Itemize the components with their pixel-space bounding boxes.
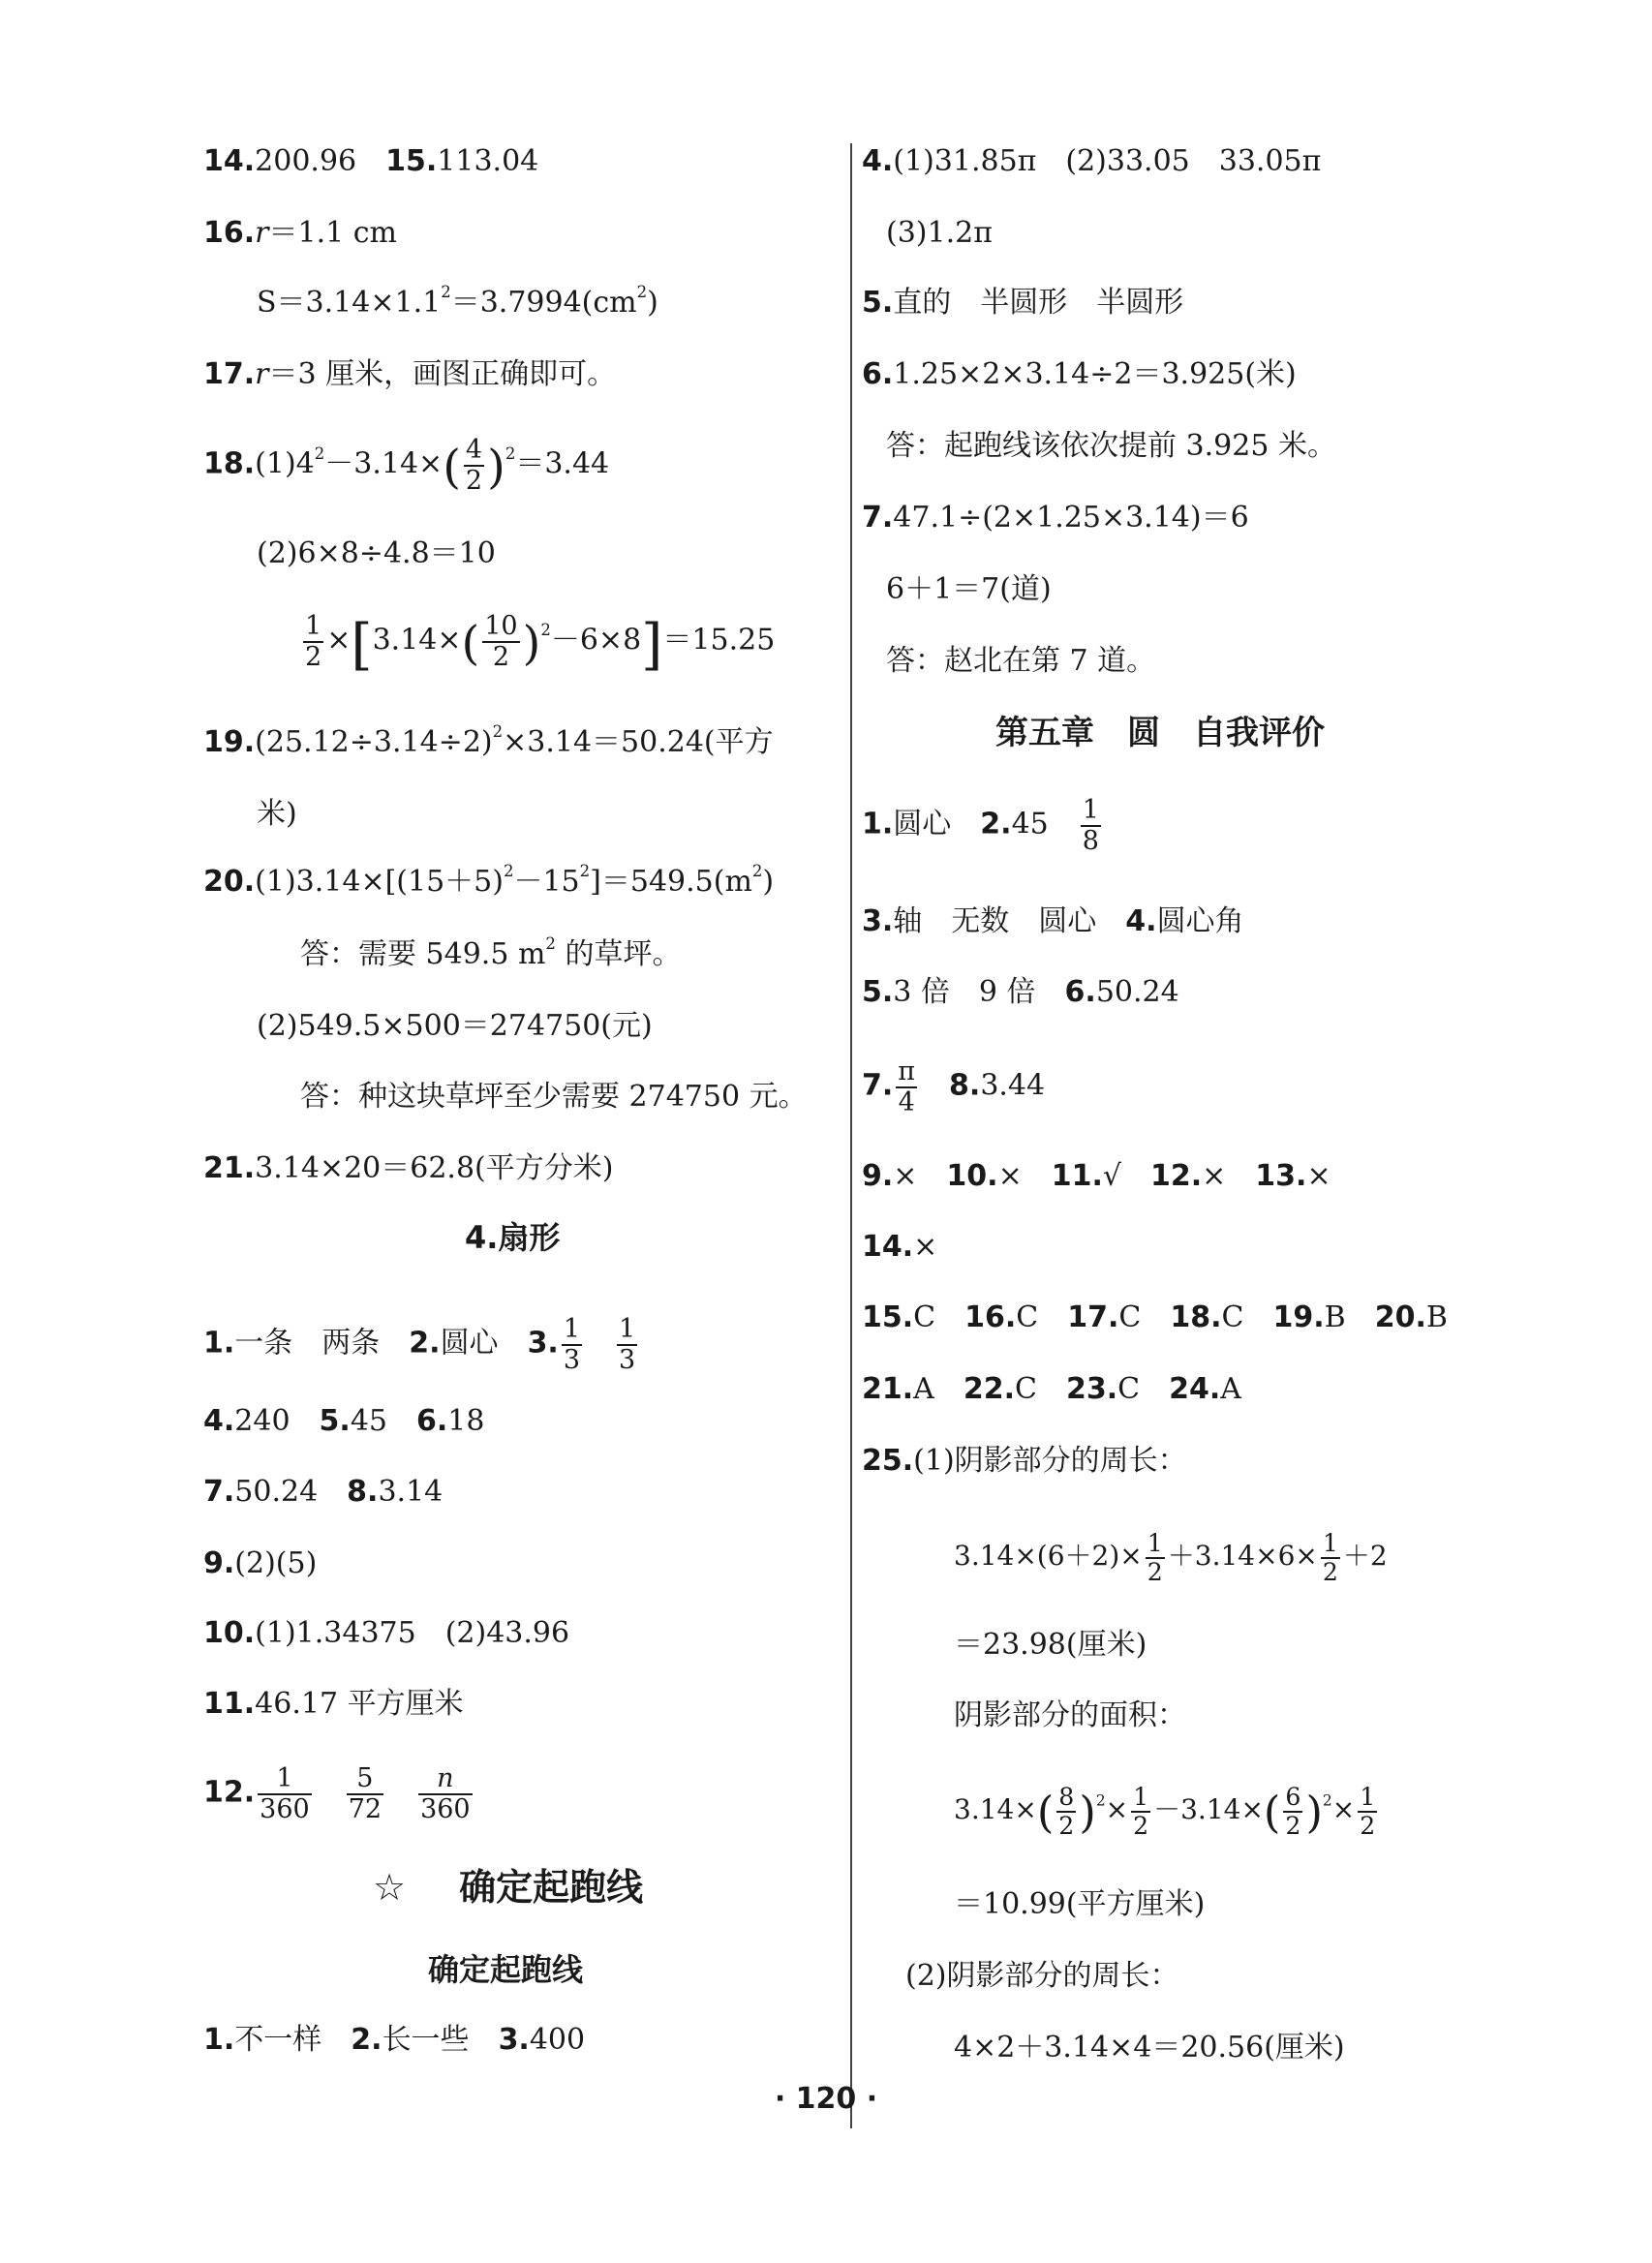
star-icon: ☆ bbox=[373, 1866, 407, 1909]
fraction: $\frac{n}{360}$ bbox=[420, 1763, 471, 1824]
answer-17: 17.r＝3 厘米，画图正确即可。 bbox=[203, 357, 617, 391]
eval-answer-25: 25.(1)阴影部分的周长： bbox=[862, 1444, 1187, 1478]
eval-25-area-result: ＝10.99(平方厘米) bbox=[954, 1887, 1206, 1921]
fraction: $\frac{4}{2}$ bbox=[465, 435, 483, 496]
sector-answer-9: 9.(2)(5) bbox=[203, 1546, 318, 1580]
sector-answer-12: 12. $\frac{1}{360}$ $\frac{5}{72}$ $\frac{n}{360}$ bbox=[203, 1763, 471, 1824]
fraction: $\frac{1}{8}$ bbox=[1082, 795, 1099, 856]
eval-25-area-label: 阴影部分的面积： bbox=[954, 1698, 1186, 1732]
answer-20-reply2: 答：种这块草坪至少需要 274750 元。 bbox=[300, 1080, 808, 1114]
fraction: $\frac{1}{2}$ bbox=[1360, 1783, 1376, 1840]
answer-18-part2-formula: $\frac{1}{2}$ ×[3.14×( $\frac{10}{2}$ )$^2$－6×8]＝15.25 bbox=[305, 611, 776, 677]
answer-r7-step: 6＋1＝7(道) bbox=[886, 572, 1052, 606]
fraction: $\frac{5}{72}$ bbox=[348, 1763, 382, 1824]
answer-16-area: $S=3.14\times 1.1^2=3.7994(cm^2)$ bbox=[257, 283, 658, 320]
fraction: $\frac{6}{2}$ bbox=[1285, 1783, 1301, 1840]
fraction: $\frac{1}{2}$ bbox=[1322, 1529, 1338, 1586]
answer-20-part2: (2)549.5×500＝274750(元) bbox=[257, 1009, 653, 1043]
answer-19-cont: 米) bbox=[257, 797, 297, 831]
sector-answers-4-6: 4.240 5.45 6.18 bbox=[203, 1404, 485, 1438]
section-heading-sector: 4.扇形 bbox=[465, 1219, 561, 1256]
sector-answers-1-3: 1.一条 两条 2.圆心 3. $\frac{1}{3}$ $\frac{1}{3}$ bbox=[203, 1314, 636, 1375]
eval-answers-3-4: 3.轴 无数 圆心 4.圆心角 bbox=[862, 904, 1244, 938]
fraction: $\frac{1}{2}$ bbox=[305, 611, 322, 672]
fraction: $\frac{1}{2}$ bbox=[1147, 1529, 1163, 1586]
eval-25-area-formula: 3.14×( $\frac{8}{2}$ )$^2$× $\frac{1}{2}$ －3.14×( $\frac{6}{2}$ )$^2$× $\frac{1}{2}$ bbox=[954, 1783, 1376, 1840]
answer-21: 21.3.14×20＝62.8(平方分米) bbox=[203, 1151, 614, 1185]
answer-14-15: 14.200.96 15.113.04 bbox=[203, 144, 539, 178]
fraction: $\frac{8}{2}$ bbox=[1058, 1783, 1075, 1840]
page-number: · 120 · bbox=[774, 2082, 878, 2116]
starting-line-answers: 1.不一样 2.长一些 3.400 bbox=[203, 2023, 586, 2057]
answer-r6: 6.1.25×2×3.14÷2＝3.925(米) bbox=[862, 357, 1297, 391]
sector-answers-7-8: 7.50.24 8.3.14 bbox=[203, 1475, 444, 1509]
subsection-heading-starting-line: 确定起跑线 bbox=[428, 1951, 584, 1988]
answer-20-reply1: 答：需要 549.5 $m^2$ 的草坪。 bbox=[300, 934, 682, 971]
answer-20-part1: $20.(1)3.14\times[(15+5)^2-15^2]=549.5(m^2)$ bbox=[203, 862, 775, 899]
eval-answers-7-8: 7. $\frac{\pi}{4}$ 8.3.44 bbox=[862, 1056, 1046, 1117]
answer-r7: 7.47.1÷(2×1.25×3.14)＝6 bbox=[862, 501, 1249, 535]
eval-25-perimeter-formula: 3.14×(6＋2)× $\frac{1}{2}$ ＋3.14×6× $\frac{1}{2}$ ＋2 bbox=[954, 1529, 1388, 1586]
sector-answer-11: 11.46.17 平方厘米 bbox=[203, 1687, 464, 1721]
answer-r4: 4.(1)31.85π (2)33.05 33.05π bbox=[862, 144, 1322, 178]
answer-r4-cont: (3)1.2π bbox=[886, 216, 993, 250]
answer-18-part2: (2)6×8÷4.8＝10 bbox=[257, 536, 496, 570]
fraction: $\frac{1}{3}$ bbox=[619, 1314, 636, 1375]
fraction: $\frac{1}{2}$ bbox=[1133, 1783, 1149, 1840]
eval-answers-5-6: 5.3 倍 9 倍 6.50.24 bbox=[862, 975, 1179, 1009]
answer-16: 16.r＝1.1 cm bbox=[203, 216, 397, 250]
eval-25-perimeter-result: ＝23.98(厘米) bbox=[954, 1628, 1147, 1662]
eval-answers-1-2: 1.圆心 2.45 $\frac{1}{8}$ bbox=[862, 795, 1099, 856]
section-heading-starting-line: ☆ 确定起跑线 bbox=[373, 1866, 644, 1909]
answer-r7-reply: 答：赵北在第 7 道。 bbox=[886, 644, 1156, 678]
eval-answers-15-20: 15.C 16.C 17.C 18.C 19.B 20.B bbox=[862, 1300, 1448, 1334]
answer-19: $19.(25.12\div 3.14\div 2)^2\times 3.14=50.24$(平方 bbox=[203, 722, 774, 759]
fraction: $\frac{1}{360}$ bbox=[260, 1763, 310, 1824]
column-divider bbox=[850, 143, 852, 2128]
eval-25-part2-result: 4×2＋3.14×4＝20.56(厘米) bbox=[954, 2031, 1345, 2064]
chapter-heading: 第五章 圆 自我评价 bbox=[995, 714, 1325, 752]
eval-25-part2-label: (2)阴影部分的周长： bbox=[905, 1959, 1179, 1993]
eval-answer-14: 14.× bbox=[862, 1230, 938, 1264]
answer-r5: 5.直的 半圆形 半圆形 bbox=[862, 286, 1184, 320]
fraction: $\frac{1}{3}$ bbox=[563, 1314, 581, 1375]
answer-r6-reply: 答：起跑线该依次提前 3.925 米。 bbox=[886, 429, 1336, 463]
answer-18-part1: $18.(1)4^2-3.14\times$( $\frac{4}{2}$ )$^2$＝3.44 bbox=[203, 435, 610, 496]
fraction: $\frac{\pi}{4}$ bbox=[898, 1056, 916, 1117]
eval-answers-9-13: 9.× 10.× 11.√ 12.× 13.× bbox=[862, 1159, 1331, 1193]
sector-answer-10: 10.(1)1.34375 (2)43.96 bbox=[203, 1616, 570, 1650]
fraction: $\frac{10}{2}$ bbox=[484, 611, 518, 672]
eval-answers-21-24: 21.A 22.C 23.C 24.A bbox=[862, 1372, 1241, 1406]
